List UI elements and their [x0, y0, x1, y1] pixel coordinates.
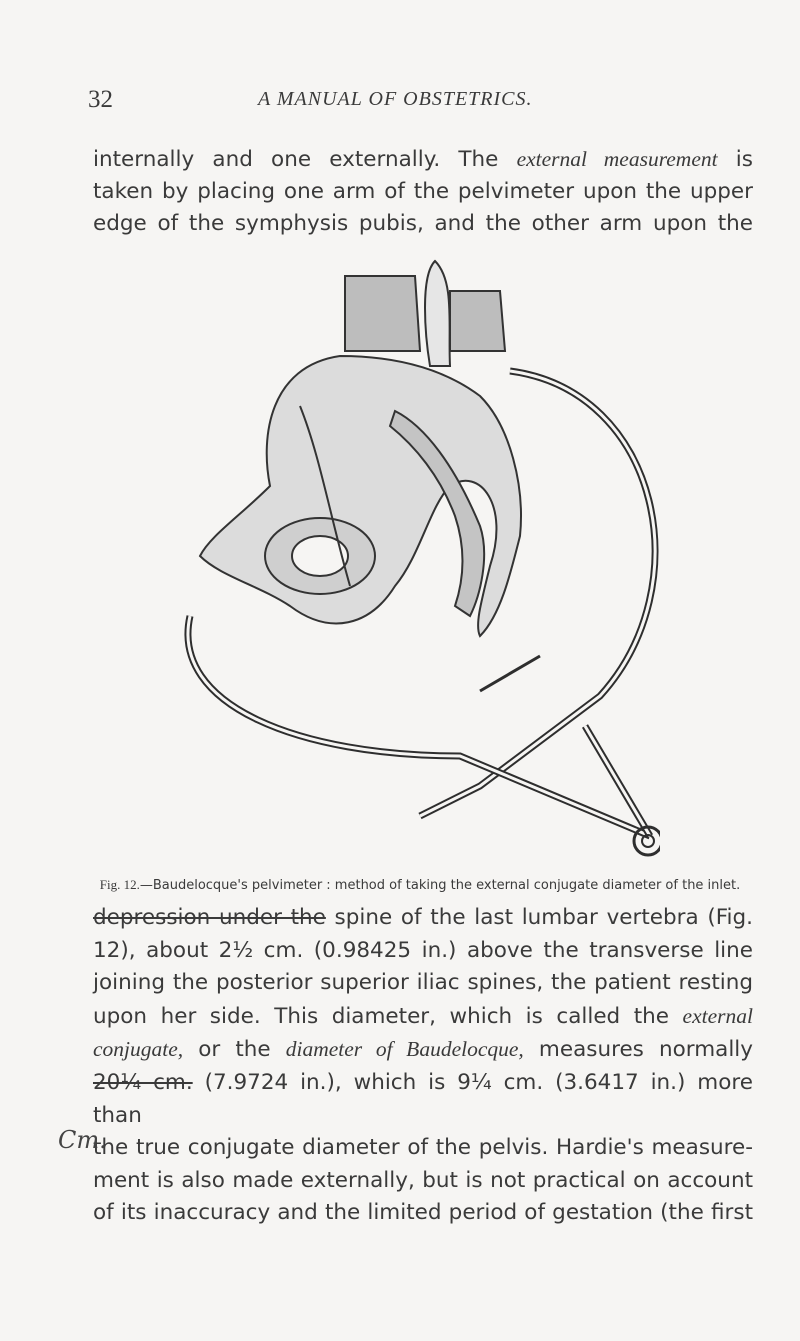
text-line: upon her side. This diameter, which is called the external — [93, 1003, 753, 1029]
pelvis-drawing — [180, 256, 660, 866]
text-line: joining the posterior superior iliac spines, the patient resting — [93, 970, 753, 996]
text-line: ment is also made externally, but is not practical on account — [93, 1167, 753, 1193]
page-number: 32 — [88, 86, 113, 113]
text-line: taken by placing one arm of the pelvimeter upon the upper — [93, 179, 753, 204]
caption-text: —Baudelocque's pelvimeter : method of taking the external conjugate diameter of the inlet. — [139, 878, 741, 893]
text-line: the true conjugate diameter of the pelvis. Hardie's measure- — [93, 1135, 753, 1161]
running-head: A MANUAL OF OBSTETRICS. — [258, 88, 533, 110]
text-line: internally and one externally. The external measurement is — [93, 147, 753, 172]
handwritten-margin-note: Cm. — [58, 1126, 107, 1154]
pelvimeter-illustration — [180, 256, 660, 866]
text-line: conjugate, or the diameter of Baudelocque, measures normally — [93, 1037, 753, 1063]
text-line: depression under the spine of the last lumbar vertebra (Fig. — [93, 905, 753, 930]
text-line: of its inaccuracy and the limited period of gestation (the first — [93, 1200, 753, 1226]
bottom-paragraph — [93, 902, 753, 1230]
text-line: 20¼ cm. (7.9724 in.), which is 9¼ cm. (3.6417 in.) more than — [93, 1069, 753, 1128]
top-paragraph — [93, 143, 753, 240]
text-line: edge of the symphysis pubis, and the other arm upon the — [93, 211, 753, 236]
figure-label: Fig. 12. — [99, 877, 140, 892]
text-line: 12), about 2½ cm. (0.98425 in.) above the transverse line — [93, 937, 753, 963]
page-header — [0, 86, 800, 116]
figure-caption — [90, 876, 750, 894]
